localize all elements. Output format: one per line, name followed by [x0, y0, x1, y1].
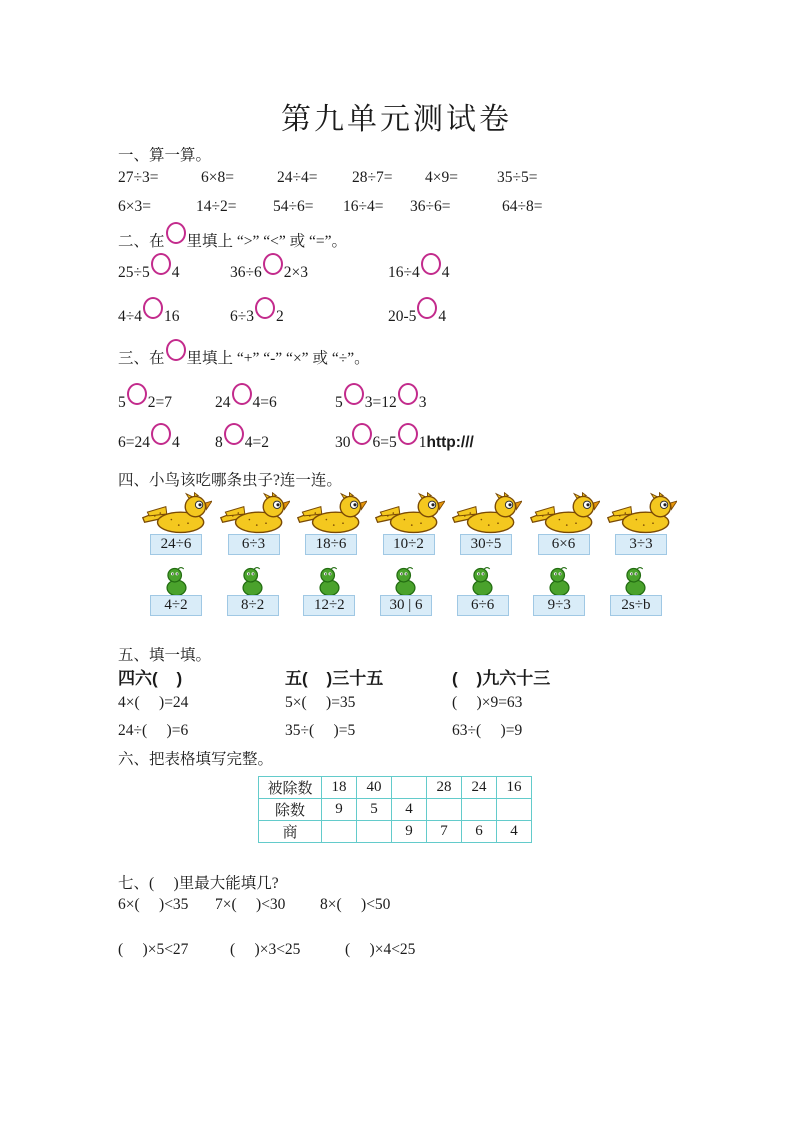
answer-circle[interactable] — [224, 423, 244, 445]
bird-item — [218, 492, 290, 555]
table-cell: 7 — [427, 821, 462, 843]
expression-mid: 6=5 — [372, 434, 397, 451]
expression-right: 4 — [172, 434, 180, 451]
expression-right: 2 — [276, 308, 284, 325]
worm-item — [610, 566, 662, 616]
table-cell: 24 — [462, 777, 497, 799]
multiplication-rhyme: 五( )三十五 — [285, 669, 384, 688]
section3-row2 — [118, 423, 474, 452]
expression-left: 25÷5 — [118, 264, 150, 281]
answer-circle — [166, 339, 186, 361]
expression-right: 4 — [438, 308, 447, 325]
table-row-header: 被除数 — [259, 777, 322, 799]
math-expression: 36÷6= — [410, 198, 451, 215]
answer-circle[interactable] — [417, 297, 437, 319]
birds-row — [140, 492, 677, 555]
fill-blank-expression: 4×( )=24 — [118, 694, 189, 711]
section2-row1 — [118, 253, 450, 282]
bird-icon — [450, 492, 522, 536]
answer-circle[interactable] — [151, 423, 171, 445]
expression-right: 2=7 — [147, 394, 172, 411]
answer-circle[interactable] — [352, 423, 372, 445]
table-cell-blank[interactable] — [462, 799, 497, 821]
bird-icon — [528, 492, 600, 536]
bird-expression-label[interactable]: 3÷3 — [615, 534, 667, 555]
math-expression: 14÷2= — [196, 198, 237, 215]
fill-blank-expression: 24÷( )=6 — [118, 722, 189, 739]
operator-item — [118, 383, 215, 412]
operator-item — [335, 383, 427, 412]
expression-left: 6÷3 — [230, 308, 255, 325]
compare-item — [230, 253, 388, 282]
math-expression: 64÷8= — [502, 198, 543, 215]
bird-item — [295, 492, 367, 555]
bird-expression-label[interactable]: 6÷3 — [228, 534, 280, 555]
compare-item — [388, 297, 446, 326]
section3-row1 — [118, 383, 427, 412]
worm-icon — [469, 566, 496, 597]
answer-circle[interactable] — [263, 253, 283, 275]
worm-expression-label[interactable]: 2s÷b — [610, 595, 662, 616]
table-cell: 9 — [322, 799, 357, 821]
bird-item — [528, 492, 600, 555]
expression-mid: 3=12 — [364, 394, 397, 411]
worm-icon — [622, 566, 649, 597]
section4-heading: 四、小鸟该吃哪条虫子?连一连。 — [118, 472, 342, 489]
bird-expression-label[interactable]: 30÷5 — [460, 534, 512, 555]
heading-text: 里填上 “+” “-” “×” 或 “÷”。 — [186, 350, 370, 367]
table-row — [259, 799, 532, 821]
table-cell-blank[interactable] — [357, 821, 392, 843]
expression-left: 16÷4 — [388, 264, 420, 281]
table-cell: 18 — [322, 777, 357, 799]
expression-left: 5 — [118, 394, 126, 411]
bird-expression-label[interactable]: 18÷6 — [305, 534, 357, 555]
bird-item — [450, 492, 522, 555]
page-title: 第九单元测试卷 — [281, 103, 512, 136]
answer-circle[interactable] — [421, 253, 441, 275]
bird-icon — [218, 492, 290, 536]
table-cell: 28 — [427, 777, 462, 799]
worm-item — [457, 566, 509, 616]
section5-row3 — [118, 722, 619, 740]
bird-item — [140, 492, 212, 555]
expression-right: 4=2 — [244, 434, 269, 451]
expression-right: 4=6 — [252, 394, 277, 411]
worm-icon — [163, 566, 190, 597]
section1-row1 — [118, 169, 538, 187]
fill-blank-expression: 35÷( )=5 — [285, 722, 356, 739]
multiplication-rhyme: ( )九六十三 — [452, 669, 551, 688]
bird-icon — [295, 492, 367, 536]
worm-item — [303, 566, 355, 616]
answer-circle[interactable] — [398, 423, 418, 445]
table-row-header: 除数 — [259, 799, 322, 821]
table-cell: 5 — [357, 799, 392, 821]
section5-mnemonic-row — [118, 664, 619, 689]
section1-row2 — [118, 198, 543, 216]
math-expression: 4×9= — [425, 169, 458, 186]
table-row — [259, 821, 532, 843]
compare-item — [118, 297, 230, 326]
expression-left: 36÷6 — [230, 264, 262, 281]
section3-heading — [118, 339, 370, 368]
expression-left: 30 — [335, 434, 351, 451]
expression-right: 4 — [441, 264, 450, 281]
table-cell: 4 — [497, 821, 532, 843]
section5-row2 — [118, 694, 619, 712]
answer-circle[interactable] — [398, 383, 418, 405]
operator-item — [215, 423, 335, 452]
math-expression: 35÷5= — [497, 169, 538, 186]
worm-icon — [392, 566, 419, 597]
expression-right: 16 — [164, 308, 180, 325]
worm-icon — [316, 566, 343, 597]
worm-expression-label[interactable]: 4÷2 — [150, 595, 202, 616]
compare-item — [388, 253, 450, 282]
worm-item — [533, 566, 585, 616]
worm-expression-label[interactable]: 9÷3 — [533, 595, 585, 616]
section7-heading: 七、( )里最大能填几? — [118, 875, 279, 892]
max-fill-expression: ( )×4<25 — [345, 941, 416, 958]
section2-row2 — [118, 297, 446, 326]
bird-expression-label[interactable]: 24÷6 — [150, 534, 202, 555]
answer-circle — [166, 222, 186, 244]
operator-item — [335, 423, 474, 452]
heading-text: 里填上 “>” “<” 或 “=”。 — [186, 233, 348, 250]
max-fill-expression: ( )×3<25 — [230, 941, 301, 958]
fill-blank-expression: 63÷( )=9 — [452, 722, 523, 739]
expression-left: 20-5 — [388, 308, 417, 325]
worm-item — [150, 566, 202, 616]
expression-left: 8 — [215, 434, 223, 451]
table-cell-blank[interactable] — [427, 799, 462, 821]
heading-text: 二、在 — [118, 233, 165, 250]
table-cell: 6 — [462, 821, 497, 843]
bird-item — [373, 492, 445, 555]
fill-blank-expression: 5×( )=35 — [285, 694, 356, 711]
worm-icon — [546, 566, 573, 597]
expression-right: 1 — [418, 434, 427, 451]
worm-expression-label[interactable]: 12÷2 — [303, 595, 355, 616]
expression-right: 4 — [171, 264, 180, 281]
worm-icon — [239, 566, 266, 597]
math-expression: 6×3= — [118, 198, 151, 215]
answer-circle[interactable] — [232, 383, 252, 405]
max-fill-expression: 6×( )<35 — [118, 896, 189, 913]
compare-item — [118, 253, 230, 282]
answer-circle[interactable] — [344, 383, 364, 405]
section2-heading — [118, 222, 347, 251]
table-cell-blank[interactable] — [322, 821, 357, 843]
math-expression: 16÷4= — [343, 198, 384, 215]
multiplication-rhyme: 四六( ) — [118, 669, 183, 688]
table-cell: 4 — [392, 799, 427, 821]
math-expression: 27÷3= — [118, 169, 159, 186]
bird-expression-label[interactable]: 10÷2 — [383, 534, 435, 555]
bird-icon — [140, 492, 212, 536]
operator-item — [118, 423, 215, 452]
math-expression: 54÷6= — [273, 198, 314, 215]
section7-row2 — [118, 941, 415, 959]
worm-expression-label[interactable]: 6÷6 — [457, 595, 509, 616]
math-expression: 24÷4= — [277, 169, 318, 186]
table-row-header: 商 — [259, 821, 322, 843]
worms-row — [150, 566, 662, 616]
expression-right: 2×3 — [283, 264, 309, 281]
section1-heading: 一、算一算。 — [118, 147, 212, 164]
worm-expression-label[interactable]: 8÷2 — [227, 595, 279, 616]
max-fill-expression: 7×( )<30 — [215, 896, 286, 913]
bird-expression-label[interactable]: 6×6 — [538, 534, 590, 555]
compare-item — [230, 297, 388, 326]
max-fill-expression: ( )×5<27 — [118, 941, 189, 958]
section6-heading: 六、把表格填写完整。 — [118, 751, 274, 768]
table-cell-blank[interactable] — [497, 799, 532, 821]
bird-icon — [373, 492, 445, 536]
expression-left: 24 — [215, 394, 231, 411]
bird-icon — [605, 492, 677, 536]
fill-blank-expression: ( )×9=63 — [452, 694, 523, 711]
worm-expression-label[interactable]: 30 | 6 — [380, 595, 432, 616]
heading-text: 三、在 — [118, 350, 165, 367]
table-cell: 16 — [497, 777, 532, 799]
url-artifact-text: http:/// — [426, 434, 474, 451]
table-cell: 40 — [357, 777, 392, 799]
answer-circle[interactable] — [143, 297, 163, 319]
math-expression: 6×8= — [201, 169, 234, 186]
table-row — [259, 777, 532, 799]
answer-circle[interactable] — [127, 383, 147, 405]
expression-right: 3 — [418, 394, 427, 411]
max-fill-expression: 8×( )<50 — [320, 896, 391, 913]
math-expression: 28÷7= — [352, 169, 393, 186]
expression-left: 5 — [335, 394, 343, 411]
table-cell-blank[interactable] — [392, 777, 427, 799]
bird-item — [605, 492, 677, 555]
operator-item — [215, 383, 335, 412]
worm-item — [227, 566, 279, 616]
expression-left: 4÷4 — [118, 308, 143, 325]
section7-row1 — [118, 896, 390, 914]
division-table — [258, 776, 532, 843]
section5-heading: 五、填一填。 — [118, 647, 212, 664]
worm-item — [380, 566, 432, 616]
answer-circle[interactable] — [151, 253, 171, 275]
answer-circle[interactable] — [255, 297, 275, 319]
table-cell: 9 — [392, 821, 427, 843]
expression-left: 6=24 — [118, 434, 150, 451]
